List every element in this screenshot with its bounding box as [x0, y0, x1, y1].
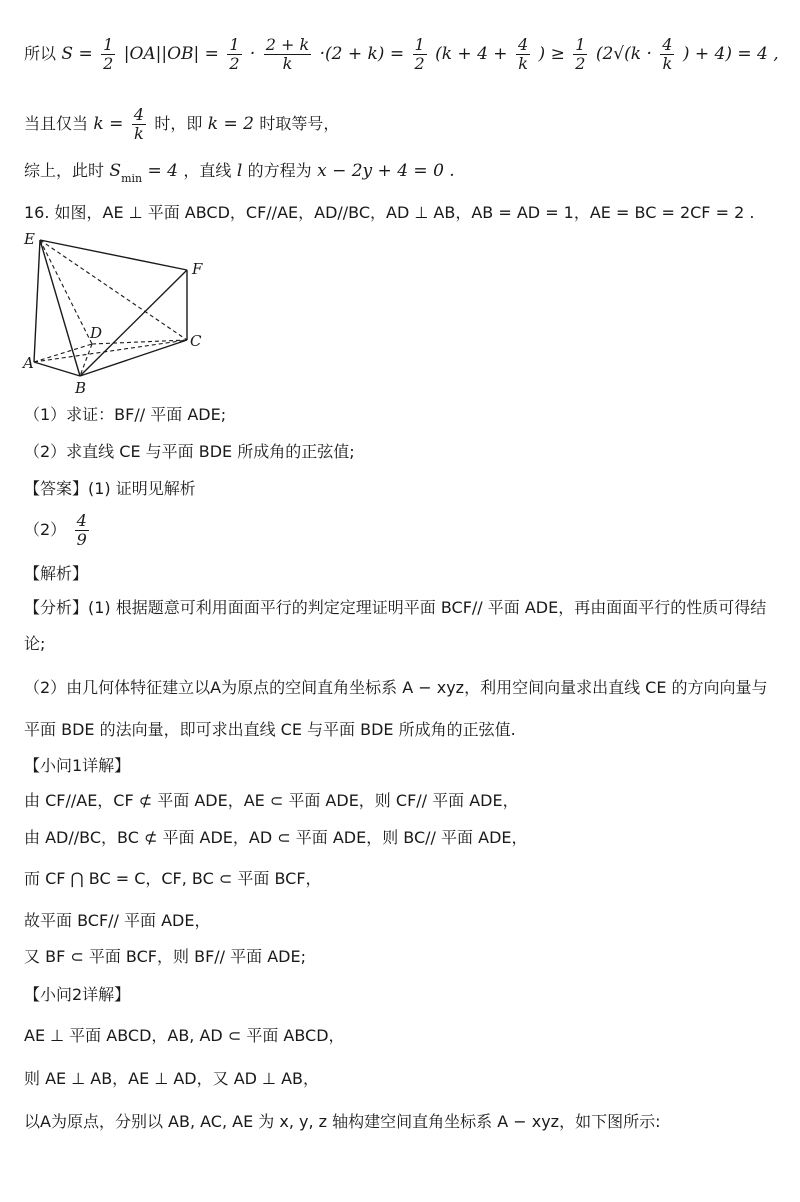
frac-den: k	[134, 124, 144, 143]
frac-den: 2	[229, 54, 240, 73]
fraction	[573, 36, 587, 73]
frac-den: 2	[575, 54, 586, 73]
edge-BF	[80, 270, 187, 376]
solution-line-2: 则 AE ⊥ AB，AE ⊥ AD，又 AD ⊥ AB，	[24, 1069, 319, 1088]
fraction	[516, 36, 530, 73]
subscript: min	[121, 172, 143, 185]
solution-line-1: AE ⊥ 平面 ABCD，AB, AD ⊂ 平面 ABCD，	[24, 1026, 345, 1045]
label-D: D	[90, 324, 103, 342]
analysis-1: 【分析】(1) 根据题意可利用面面平行的判定定理证明平面 BCF// 平面 ADE，再由面面平行的性质可得结	[24, 598, 767, 617]
analysis-2b: 平面 BDE 的法向量，即可求出直线 CE 与平面 BDE 所成角的正弦值.	[24, 720, 516, 739]
frac-den: k	[518, 54, 528, 73]
frac-den: 2	[414, 54, 425, 73]
frac-num: 4	[662, 35, 673, 54]
proof-line-2: 由 AD//BC，BC ⊄ 平面 ADE，AD ⊂ 平面 ADE，则 BC// 平面 ADE，	[24, 828, 528, 847]
answer-label: 【答案】(1) 证明见解析	[24, 479, 196, 498]
frac-den: k	[282, 54, 293, 73]
text: （2）	[24, 520, 67, 539]
text: 时取等号，	[259, 114, 340, 133]
label-A: A	[23, 354, 34, 372]
edge-BC	[80, 340, 187, 376]
analysis-1b: 论;	[24, 634, 46, 653]
frac-num: 1	[575, 35, 586, 54]
line-area-formula	[24, 36, 779, 73]
frac-num: 4	[133, 105, 144, 124]
label-C: C	[190, 332, 202, 350]
edge-AD	[34, 344, 92, 362]
frac-den: 9	[76, 530, 87, 549]
frac-den: 2	[103, 54, 114, 73]
edge-EF	[40, 240, 187, 270]
fraction	[413, 36, 427, 73]
frac-num: 1	[103, 35, 114, 54]
text: 的方程为	[247, 161, 312, 180]
math: S	[109, 161, 122, 181]
frac-num: 1	[229, 35, 240, 54]
text-prefix: 所以	[24, 44, 57, 63]
answer-2	[24, 512, 92, 549]
problem-statement: 16. 如图，AE ⊥ 平面 ABCD，CF//AE，AD//BC，AD ⊥ AB，AB = AD = 1，AE = BC = 2CF = 2 .	[24, 203, 755, 222]
frac-den: k	[662, 54, 673, 73]
analysis-label: 【解析】	[24, 564, 89, 583]
text: 综上，此时	[24, 161, 105, 180]
text: 当且仅当	[24, 114, 89, 133]
question-2: （2）求直线 CE 与平面 BDE 所成角的正弦值;	[24, 442, 355, 461]
fraction	[264, 36, 311, 73]
text: ，直线	[183, 161, 232, 180]
edge-AB	[34, 362, 80, 376]
geometry-figure	[20, 228, 220, 398]
frac-num: 4	[76, 511, 87, 530]
label-F: F	[192, 260, 203, 278]
math: = 4	[147, 161, 178, 181]
edge-AC	[34, 340, 187, 362]
text: 时，即	[154, 114, 203, 133]
math: |OA||OB| =	[123, 44, 219, 64]
analysis-2: （2）由几何体特征建立以A为原点的空间直角坐标系 A − xyz，利用空间向量求出直线 CE 的方向向量与	[24, 678, 768, 697]
math: (2√(k ·	[595, 44, 652, 64]
proof-line-1: 由 CF//AE，CF ⊄ 平面 ADE，AE ⊂ 平面 ADE，则 CF// 平面 ADE，	[24, 791, 519, 810]
math: S =	[61, 44, 93, 64]
line-conclusion	[24, 160, 455, 190]
subquestion-1-title: 【小问1详解】	[24, 756, 131, 775]
fraction	[132, 106, 146, 143]
fraction	[660, 36, 674, 73]
math: ·	[249, 44, 256, 64]
subquestion-2-title: 【小问2详解】	[24, 985, 131, 1004]
fraction	[101, 36, 115, 73]
edge-EB	[40, 240, 80, 376]
frac-num: 4	[517, 35, 529, 54]
math: ·(2 + k) =	[319, 44, 405, 64]
math: ) + 4) = 4 ,	[682, 44, 779, 64]
math: k =	[93, 114, 124, 134]
line-equality-condition	[24, 106, 339, 143]
proof-line-4: 故平面 BCF// 平面 ADE，	[24, 911, 211, 930]
fraction	[227, 36, 241, 73]
math: k = 2	[207, 114, 254, 134]
edge-DB	[80, 344, 92, 376]
math: x − 2y + 4 = 0	[317, 161, 444, 181]
math: l	[236, 161, 243, 181]
question-1: （1）求证：BF// 平面 ADE;	[24, 405, 227, 424]
math: ) ≥	[538, 44, 565, 64]
label-B: B	[75, 379, 87, 397]
edge-EA	[34, 240, 40, 362]
proof-line-3: 而 CF ⋂ BC = C，CF, BC ⊂ 平面 BCF，	[24, 869, 322, 888]
frac-num: 2 + k	[265, 35, 310, 54]
proof-line-5: 又 BF ⊂ 平面 BCF，则 BF// 平面 ADE;	[24, 947, 306, 966]
fraction	[75, 512, 89, 549]
math: .	[449, 161, 455, 181]
solution-line-3: 以A为原点，分别以 AB, AC, AE 为 x, y, z 轴构建空间直角坐标系 A − xyz，如下图所示:	[24, 1112, 661, 1131]
label-E: E	[24, 230, 35, 248]
frac-num: 1	[414, 35, 425, 54]
math: (k + 4 +	[435, 44, 508, 64]
